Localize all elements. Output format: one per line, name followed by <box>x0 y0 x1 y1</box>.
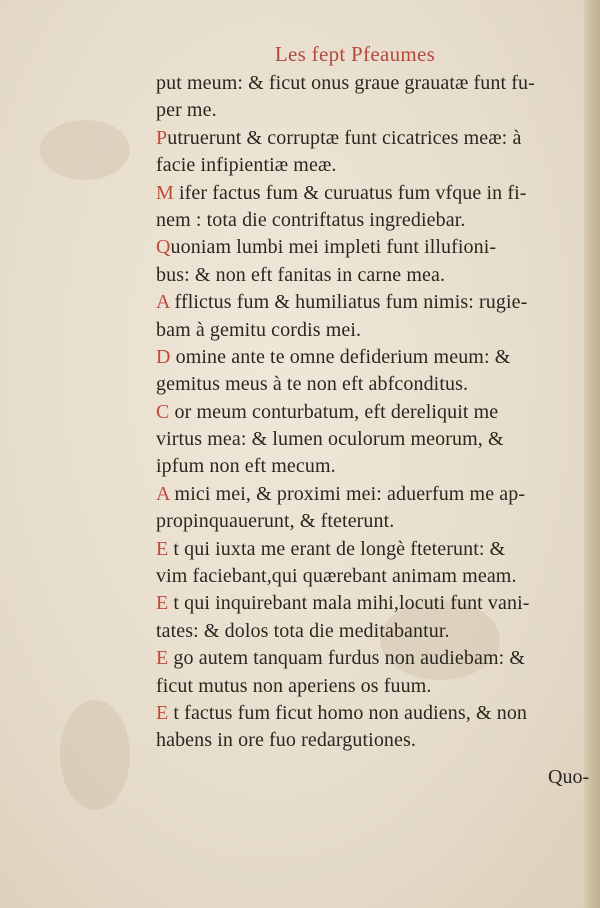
rubricated-initial: E <box>156 701 169 724</box>
text-line <box>156 180 596 207</box>
text-line <box>156 536 596 563</box>
paper-stain <box>40 120 130 180</box>
line-text: omine ante te omne defiderium meum: & <box>170 345 511 368</box>
line-text: per me. <box>156 99 217 122</box>
rubricated-initial: E <box>156 592 169 615</box>
rubricated-initial: M <box>156 181 174 204</box>
rubricated-initial: Q <box>156 236 171 259</box>
line-text: t factus fum ficut homo non audiens, & non <box>168 701 528 724</box>
text-line <box>156 262 596 289</box>
line-text: t qui iuxta me erant de longè fteterunt: & <box>168 537 506 560</box>
text-line <box>156 645 596 672</box>
line-text: utruerunt & corruptæ funt cicatrices meæ: à <box>167 126 522 149</box>
line-text: ficut mutus non aperiens os fuum. <box>156 674 432 697</box>
text-line <box>156 508 596 535</box>
text-line <box>156 399 596 426</box>
line-text: mici mei, & proximi mei: aduerfum me ap- <box>169 482 526 505</box>
text-line <box>156 125 596 152</box>
text-line <box>156 618 596 645</box>
line-text: habens in ore fuo redargutiones. <box>156 729 416 752</box>
line-text: virtus mea: & lumen oculorum meorum, & <box>156 428 504 451</box>
line-text: or meum conturbatum, eft dereliquit me <box>169 400 499 423</box>
line-text: ipfum non eft mecum. <box>156 455 336 478</box>
text-line <box>156 426 596 453</box>
line-text: vim faciebant,qui quærebant animam meam. <box>156 565 517 588</box>
line-text: nem : tota die contriftatus ingrediebar. <box>156 208 466 231</box>
text-line <box>156 207 596 234</box>
text-line <box>156 700 596 727</box>
rubricated-initial: E <box>156 537 169 560</box>
running-head: Les fept Pfeaumes <box>274 42 436 66</box>
rubricated-initial: E <box>156 647 169 670</box>
text-line <box>156 453 596 480</box>
line-text: gemitus meus à te non eft abfconditus. <box>156 373 469 396</box>
paper-stain <box>60 700 130 810</box>
line-text: facie infipientiæ meæ. <box>156 154 337 177</box>
line-text: tates: & dolos tota die meditabantur. <box>156 619 450 642</box>
text-line <box>156 70 596 97</box>
text-line <box>156 152 596 179</box>
text-line <box>156 317 596 344</box>
text-line <box>156 673 596 700</box>
text-line <box>156 289 596 316</box>
text-line <box>156 481 596 508</box>
line-text: fflictus fum & humiliatus fum nimis: rugie- <box>169 291 528 314</box>
rubricated-initial: D <box>156 345 171 368</box>
line-text: ifer factus fum & curuatus fum vfque in fi- <box>173 181 527 204</box>
text-line <box>156 344 596 371</box>
line-text: put meum: & ficut onus graue grauatæ funt fu- <box>156 72 535 94</box>
text-line <box>156 590 596 617</box>
rubricated-initial: P <box>156 126 168 149</box>
psalm-text <box>156 70 596 755</box>
rubricated-initial: A <box>156 482 170 505</box>
text-line <box>156 727 596 754</box>
text-line <box>156 234 596 261</box>
line-text: uoniam lumbi mei impleti funt illufioni- <box>170 236 497 259</box>
line-text: go autem tanquam furdus non audiebam: & <box>168 647 526 670</box>
text-line <box>156 563 596 590</box>
rubricated-initial: C <box>156 400 170 423</box>
rubricated-initial: A <box>156 291 170 314</box>
line-text: propinquauerunt, & fteterunt. <box>156 510 395 533</box>
text-line <box>156 97 596 124</box>
line-text: bam à gemitu cordis mei. <box>156 318 362 341</box>
line-text: bus: & non eft fanitas in carne mea. <box>156 263 446 286</box>
text-line <box>156 371 596 398</box>
line-text: t qui inquirebant mala mihi,locuti funt vani- <box>168 592 530 615</box>
catchword: Quo- <box>548 766 590 788</box>
